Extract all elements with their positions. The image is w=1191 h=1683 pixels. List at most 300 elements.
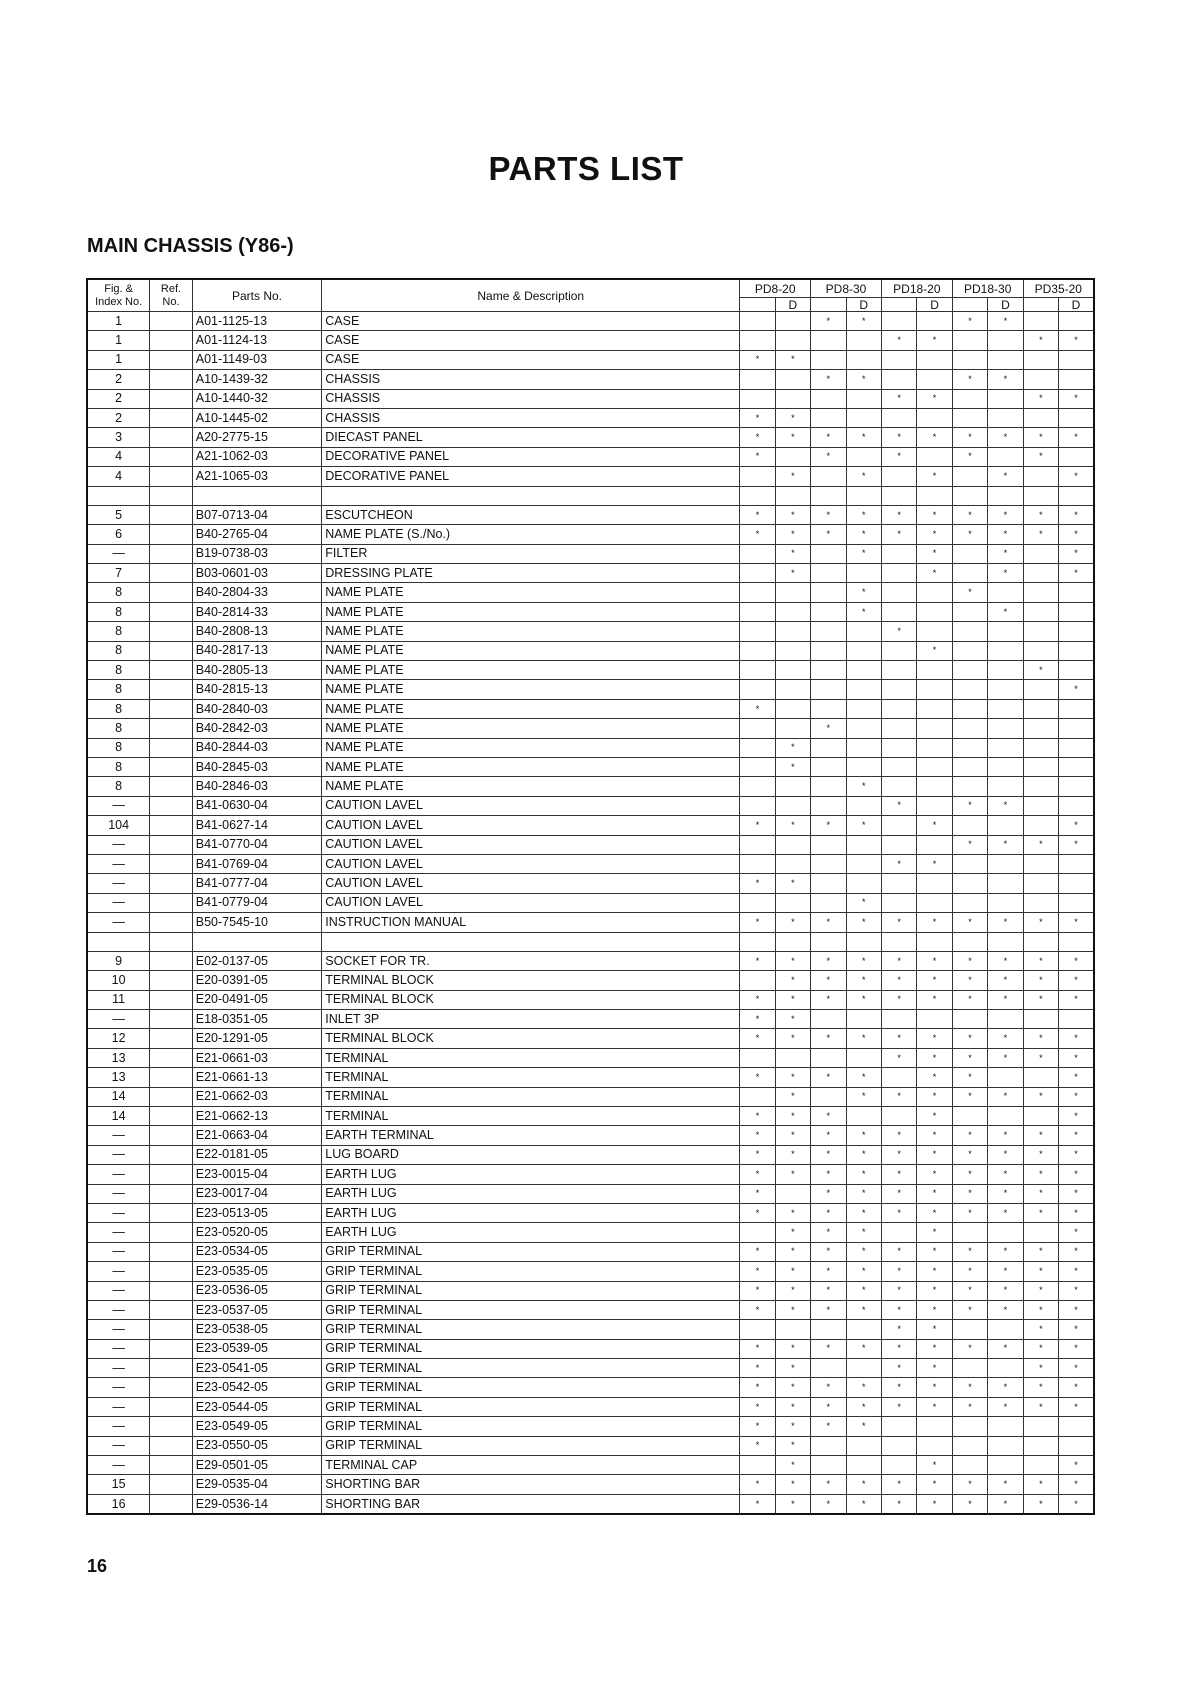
- model-mark-cell: *: [952, 913, 987, 932]
- model-mark-cell: *: [917, 1494, 952, 1514]
- model-mark-cell: *: [1059, 1223, 1094, 1242]
- table-row: [87, 564, 1094, 583]
- model-mark-cell: *: [952, 990, 987, 1009]
- fig-index-cell: 9: [87, 951, 150, 970]
- description-cell: INSTRUCTION MANUAL: [322, 913, 740, 932]
- parts-no-cell: B40-2808-13: [192, 622, 322, 641]
- description-cell: GRIP TERMINAL: [322, 1359, 740, 1378]
- model-mark-cell: [811, 408, 846, 427]
- table-row: [87, 505, 1094, 524]
- model-mark-cell: *: [740, 951, 775, 970]
- ref-no-cell: [150, 312, 193, 331]
- model-mark-cell: *: [1023, 990, 1058, 1009]
- model-mark-cell: [1023, 796, 1058, 815]
- ref-no-cell: [150, 796, 193, 815]
- model-mark-cell: *: [1023, 1087, 1058, 1106]
- fig-index-cell: 5: [87, 505, 150, 524]
- fig-index-cell: —: [87, 1378, 150, 1397]
- table-row: [87, 1262, 1094, 1281]
- model-mark-cell: [881, 408, 916, 427]
- table-row: [87, 1359, 1094, 1378]
- parts-no-cell: E21-0663-04: [192, 1126, 322, 1145]
- ref-no-cell: [150, 544, 193, 563]
- model-mark-cell: *: [917, 331, 952, 350]
- parts-no-cell: B41-0769-04: [192, 854, 322, 873]
- model-mark-cell: *: [917, 1339, 952, 1358]
- model-mark-cell: *: [917, 971, 952, 990]
- model-mark-cell: *: [988, 1145, 1023, 1164]
- description-cell: TERMINAL BLOCK: [322, 990, 740, 1009]
- fig-index-cell: —: [87, 1126, 150, 1145]
- description-cell: NAME PLATE: [322, 583, 740, 602]
- model-mark-cell: *: [917, 1300, 952, 1319]
- model-mark-cell: *: [811, 1417, 846, 1436]
- model-mark-cell: *: [1059, 951, 1094, 970]
- model-mark-cell: [846, 408, 881, 427]
- model-mark-cell: *: [811, 1397, 846, 1416]
- parts-no-cell: E18-0351-05: [192, 1010, 322, 1029]
- table-row: [87, 1320, 1094, 1339]
- fig-index-cell: —: [87, 796, 150, 815]
- model-mark-cell: [952, 331, 987, 350]
- model-mark-cell: [775, 835, 810, 854]
- fig-index-cell: —: [87, 1339, 150, 1358]
- model-mark-cell: [811, 602, 846, 621]
- model-mark-cell: [917, 680, 952, 699]
- model-mark-cell: *: [740, 1165, 775, 1184]
- parts-no-cell: A01-1125-13: [192, 312, 322, 331]
- model-mark-cell: *: [917, 1456, 952, 1475]
- parts-no-cell: E29-0536-14: [192, 1494, 322, 1514]
- model-mark-cell: [1023, 1223, 1058, 1242]
- model-mark-cell: [811, 835, 846, 854]
- header-parts-no: Parts No.: [192, 279, 322, 312]
- description-cell: TERMINAL BLOCK: [322, 971, 740, 990]
- model-mark-cell: *: [1023, 1242, 1058, 1261]
- model-mark-cell: [881, 350, 916, 369]
- model-mark-cell: *: [811, 1203, 846, 1222]
- model-mark-cell: *: [846, 1223, 881, 1242]
- table-row: [87, 1203, 1094, 1222]
- header-variant: [881, 298, 916, 312]
- model-mark-cell: *: [917, 1126, 952, 1145]
- model-mark-cell: *: [740, 1068, 775, 1087]
- model-mark-cell: *: [988, 1184, 1023, 1203]
- model-mark-cell: *: [952, 525, 987, 544]
- model-mark-cell: *: [846, 1203, 881, 1222]
- model-mark-cell: *: [846, 777, 881, 796]
- model-mark-cell: *: [988, 990, 1023, 1009]
- model-mark-cell: *: [952, 835, 987, 854]
- description-cell: EARTH LUG: [322, 1165, 740, 1184]
- parts-no-cell: E21-0661-03: [192, 1048, 322, 1067]
- fig-index-cell: —: [87, 544, 150, 563]
- description-cell: NAME PLATE: [322, 622, 740, 641]
- model-mark-cell: *: [1059, 505, 1094, 524]
- model-mark-cell: [775, 661, 810, 680]
- model-mark-cell: *: [952, 1494, 987, 1514]
- ref-no-cell: [150, 447, 193, 466]
- parts-no-cell: E23-0544-05: [192, 1397, 322, 1416]
- model-mark-cell: *: [811, 1223, 846, 1242]
- model-mark-cell: [846, 1048, 881, 1067]
- model-mark-cell: *: [881, 331, 916, 350]
- model-mark-cell: *: [1059, 1048, 1094, 1067]
- description-cell: SOCKET FOR TR.: [322, 951, 740, 970]
- ref-no-cell: [150, 893, 193, 912]
- parts-no-cell: E23-0534-05: [192, 1242, 322, 1261]
- model-mark-cell: [775, 370, 810, 389]
- model-mark-cell: [988, 1068, 1023, 1087]
- model-mark-cell: *: [881, 796, 916, 815]
- model-mark-cell: [775, 680, 810, 699]
- model-mark-cell: [740, 312, 775, 331]
- model-mark-cell: *: [881, 525, 916, 544]
- model-mark-cell: *: [881, 1203, 916, 1222]
- model-mark-cell: [740, 777, 775, 796]
- model-mark-cell: *: [917, 1165, 952, 1184]
- table-row: [87, 1029, 1094, 1048]
- model-mark-cell: *: [917, 913, 952, 932]
- model-mark-cell: *: [846, 467, 881, 486]
- table-row: [87, 854, 1094, 873]
- model-mark-cell: *: [1023, 1494, 1058, 1514]
- model-mark-cell: [811, 1456, 846, 1475]
- fig-index-cell: 8: [87, 680, 150, 699]
- model-mark-cell: [740, 602, 775, 621]
- model-mark-cell: [952, 777, 987, 796]
- fig-index-cell: 4: [87, 447, 150, 466]
- model-mark-cell: [917, 486, 952, 505]
- fig-index-cell: 16: [87, 1494, 150, 1514]
- fig-index-cell: 8: [87, 699, 150, 718]
- fig-index-cell: 4: [87, 467, 150, 486]
- parts-no-cell: E23-0539-05: [192, 1339, 322, 1358]
- model-mark-cell: *: [988, 1378, 1023, 1397]
- description-cell: TERMINAL: [322, 1068, 740, 1087]
- parts-table: [86, 278, 1095, 1515]
- model-mark-cell: [775, 486, 810, 505]
- ref-no-cell: [150, 680, 193, 699]
- model-mark-cell: *: [775, 1223, 810, 1242]
- ref-no-cell: [150, 1145, 193, 1164]
- model-mark-cell: *: [775, 1494, 810, 1514]
- fig-index-cell: 14: [87, 1087, 150, 1106]
- description-cell: DECORATIVE PANEL: [322, 467, 740, 486]
- model-mark-cell: *: [775, 350, 810, 369]
- model-mark-cell: *: [1023, 331, 1058, 350]
- parts-no-cell: E23-0550-05: [192, 1436, 322, 1455]
- model-mark-cell: *: [811, 1339, 846, 1358]
- fig-index-cell: 8: [87, 641, 150, 660]
- model-mark-cell: *: [846, 370, 881, 389]
- model-mark-cell: [1023, 408, 1058, 427]
- model-mark-cell: *: [811, 312, 846, 331]
- table-body: [87, 312, 1094, 1515]
- description-cell: [322, 486, 740, 505]
- fig-index-cell: —: [87, 1320, 150, 1339]
- parts-no-cell: A20-2775-15: [192, 428, 322, 447]
- fig-index-cell: 8: [87, 661, 150, 680]
- model-mark-cell: [917, 719, 952, 738]
- model-mark-cell: *: [881, 1300, 916, 1319]
- model-mark-cell: [952, 738, 987, 757]
- model-mark-cell: *: [952, 1126, 987, 1145]
- table-row: [87, 990, 1094, 1009]
- model-mark-cell: *: [775, 428, 810, 447]
- model-mark-cell: [917, 893, 952, 912]
- model-mark-cell: *: [988, 1029, 1023, 1048]
- model-mark-cell: *: [881, 1281, 916, 1300]
- model-mark-cell: *: [1023, 525, 1058, 544]
- model-mark-cell: *: [846, 312, 881, 331]
- fig-index-cell: —: [87, 1417, 150, 1436]
- model-mark-cell: *: [811, 719, 846, 738]
- description-cell: NAME PLATE: [322, 757, 740, 776]
- model-mark-cell: *: [1059, 990, 1094, 1009]
- model-mark-cell: *: [1059, 1359, 1094, 1378]
- model-mark-cell: [881, 602, 916, 621]
- model-mark-cell: *: [988, 913, 1023, 932]
- header-variant: [740, 298, 775, 312]
- fig-index-cell: —: [87, 913, 150, 932]
- model-mark-cell: *: [1059, 1378, 1094, 1397]
- model-mark-cell: *: [775, 564, 810, 583]
- model-mark-cell: *: [811, 1068, 846, 1087]
- model-mark-cell: [988, 680, 1023, 699]
- model-mark-cell: *: [988, 1262, 1023, 1281]
- model-mark-cell: [881, 932, 916, 951]
- model-mark-cell: [917, 583, 952, 602]
- model-mark-cell: *: [740, 699, 775, 718]
- parts-no-cell: A10-1440-32: [192, 389, 322, 408]
- model-mark-cell: *: [775, 913, 810, 932]
- model-mark-cell: *: [740, 350, 775, 369]
- description-cell: CHASSIS: [322, 389, 740, 408]
- model-mark-cell: [1059, 893, 1094, 912]
- model-mark-cell: *: [988, 1242, 1023, 1261]
- model-mark-cell: [988, 350, 1023, 369]
- model-mark-cell: [1023, 719, 1058, 738]
- ref-no-cell: [150, 1494, 193, 1514]
- parts-no-cell: B41-0770-04: [192, 835, 322, 854]
- model-mark-cell: [881, 738, 916, 757]
- model-mark-cell: [1023, 757, 1058, 776]
- ref-no-cell: [150, 1068, 193, 1087]
- model-mark-cell: *: [846, 1300, 881, 1319]
- model-mark-cell: [917, 350, 952, 369]
- model-mark-cell: *: [917, 1184, 952, 1203]
- model-mark-cell: *: [846, 583, 881, 602]
- model-mark-cell: *: [811, 1126, 846, 1145]
- fig-index-cell: 8: [87, 583, 150, 602]
- model-mark-cell: *: [811, 1029, 846, 1048]
- description-cell: SHORTING BAR: [322, 1475, 740, 1494]
- model-mark-cell: *: [846, 913, 881, 932]
- model-mark-cell: [988, 622, 1023, 641]
- model-mark-cell: *: [1059, 1184, 1094, 1203]
- parts-no-cell: B50-7545-10: [192, 913, 322, 932]
- model-mark-cell: *: [846, 816, 881, 835]
- model-mark-cell: [988, 699, 1023, 718]
- model-mark-cell: [952, 1436, 987, 1455]
- model-mark-cell: [1059, 777, 1094, 796]
- model-mark-cell: *: [952, 447, 987, 466]
- model-mark-cell: [740, 331, 775, 350]
- model-mark-cell: [952, 661, 987, 680]
- model-mark-cell: *: [1023, 1475, 1058, 1494]
- ref-no-cell: [150, 1223, 193, 1242]
- model-mark-cell: *: [1023, 971, 1058, 990]
- description-cell: NAME PLATE (S./No.): [322, 525, 740, 544]
- fig-index-cell: —: [87, 1359, 150, 1378]
- model-mark-cell: *: [917, 428, 952, 447]
- ref-no-cell: [150, 738, 193, 757]
- model-mark-cell: *: [775, 544, 810, 563]
- table-row: [87, 816, 1094, 835]
- model-mark-cell: [1023, 1107, 1058, 1126]
- parts-no-cell: [192, 932, 322, 951]
- ref-no-cell: [150, 913, 193, 932]
- model-mark-cell: *: [811, 428, 846, 447]
- model-mark-cell: *: [881, 505, 916, 524]
- ref-no-cell: [150, 641, 193, 660]
- table-row: [87, 1494, 1094, 1514]
- model-mark-cell: [917, 622, 952, 641]
- table-row: [87, 1397, 1094, 1416]
- model-mark-cell: *: [952, 1203, 987, 1222]
- model-mark-cell: *: [811, 990, 846, 1009]
- model-mark-cell: *: [740, 1378, 775, 1397]
- model-mark-cell: *: [952, 1145, 987, 1164]
- model-mark-cell: [846, 622, 881, 641]
- model-mark-cell: [740, 1456, 775, 1475]
- model-mark-cell: *: [846, 1339, 881, 1358]
- model-mark-cell: [1059, 661, 1094, 680]
- fig-index-cell: —: [87, 1242, 150, 1261]
- description-cell: NAME PLATE: [322, 602, 740, 621]
- model-mark-cell: *: [775, 1359, 810, 1378]
- ref-no-cell: [150, 1010, 193, 1029]
- fig-index-cell: 14: [87, 1107, 150, 1126]
- model-mark-cell: [811, 874, 846, 893]
- description-cell: CAUTION LAVEL: [322, 796, 740, 815]
- model-mark-cell: [881, 1436, 916, 1455]
- table-row: [87, 680, 1094, 699]
- model-mark-cell: [988, 1359, 1023, 1378]
- model-mark-cell: *: [952, 370, 987, 389]
- parts-no-cell: A21-1062-03: [192, 447, 322, 466]
- model-mark-cell: [1023, 641, 1058, 660]
- description-cell: SHORTING BAR: [322, 1494, 740, 1514]
- model-mark-cell: *: [917, 1029, 952, 1048]
- fig-index-cell: —: [87, 893, 150, 912]
- fig-index-cell: —: [87, 1223, 150, 1242]
- model-mark-cell: *: [740, 408, 775, 427]
- fig-index-cell: 15: [87, 1475, 150, 1494]
- description-cell: CASE: [322, 312, 740, 331]
- model-mark-cell: *: [846, 1242, 881, 1261]
- model-mark-cell: [952, 680, 987, 699]
- model-mark-cell: *: [881, 1262, 916, 1281]
- description-cell: INLET 3P: [322, 1010, 740, 1029]
- model-mark-cell: *: [775, 525, 810, 544]
- model-mark-cell: [740, 719, 775, 738]
- description-cell: DRESSING PLATE: [322, 564, 740, 583]
- fig-index-cell: 8: [87, 622, 150, 641]
- model-mark-cell: *: [775, 1203, 810, 1222]
- model-mark-cell: *: [775, 1436, 810, 1455]
- model-mark-cell: *: [1023, 389, 1058, 408]
- table-row: [87, 913, 1094, 932]
- model-mark-cell: *: [846, 1475, 881, 1494]
- table-row: [87, 1107, 1094, 1126]
- fig-index-cell: —: [87, 1203, 150, 1222]
- model-mark-cell: *: [846, 893, 881, 912]
- model-mark-cell: *: [1059, 1456, 1094, 1475]
- model-mark-cell: [1059, 1417, 1094, 1436]
- model-mark-cell: [952, 544, 987, 563]
- model-mark-cell: *: [1059, 1262, 1094, 1281]
- section-title: MAIN CHASSIS (Y86-): [87, 235, 294, 257]
- model-mark-cell: *: [917, 467, 952, 486]
- ref-no-cell: [150, 661, 193, 680]
- header-variant: [1023, 298, 1058, 312]
- model-mark-cell: [846, 564, 881, 583]
- model-mark-cell: [988, 738, 1023, 757]
- model-mark-cell: [917, 312, 952, 331]
- model-mark-cell: [881, 719, 916, 738]
- model-mark-cell: [811, 389, 846, 408]
- model-mark-cell: [952, 389, 987, 408]
- model-mark-cell: *: [740, 525, 775, 544]
- model-mark-cell: [846, 1456, 881, 1475]
- model-mark-cell: [881, 835, 916, 854]
- model-mark-cell: *: [988, 544, 1023, 563]
- model-mark-cell: [1059, 719, 1094, 738]
- table-row: [87, 1145, 1094, 1164]
- model-mark-cell: [740, 544, 775, 563]
- model-mark-cell: [917, 835, 952, 854]
- model-mark-cell: *: [881, 1397, 916, 1416]
- ref-no-cell: [150, 408, 193, 427]
- model-mark-cell: [917, 777, 952, 796]
- model-mark-cell: [952, 467, 987, 486]
- model-mark-cell: *: [917, 1475, 952, 1494]
- model-mark-cell: *: [881, 1087, 916, 1106]
- model-mark-cell: *: [917, 1048, 952, 1067]
- model-mark-cell: [740, 486, 775, 505]
- model-mark-cell: [988, 1436, 1023, 1455]
- model-mark-cell: *: [988, 312, 1023, 331]
- ref-no-cell: [150, 583, 193, 602]
- model-mark-cell: *: [1023, 1339, 1058, 1358]
- model-mark-cell: *: [1023, 505, 1058, 524]
- model-mark-cell: *: [1023, 1145, 1058, 1164]
- model-mark-cell: *: [1023, 661, 1058, 680]
- table-row: [87, 1068, 1094, 1087]
- ref-no-cell: [150, 1242, 193, 1261]
- parts-no-cell: B40-2842-03: [192, 719, 322, 738]
- model-mark-cell: *: [1023, 1203, 1058, 1222]
- model-mark-cell: [1059, 1010, 1094, 1029]
- model-mark-cell: *: [1023, 1184, 1058, 1203]
- model-mark-cell: *: [917, 525, 952, 544]
- model-mark-cell: *: [917, 951, 952, 970]
- model-mark-cell: *: [917, 505, 952, 524]
- model-mark-cell: [881, 1223, 916, 1242]
- model-mark-cell: *: [811, 1281, 846, 1300]
